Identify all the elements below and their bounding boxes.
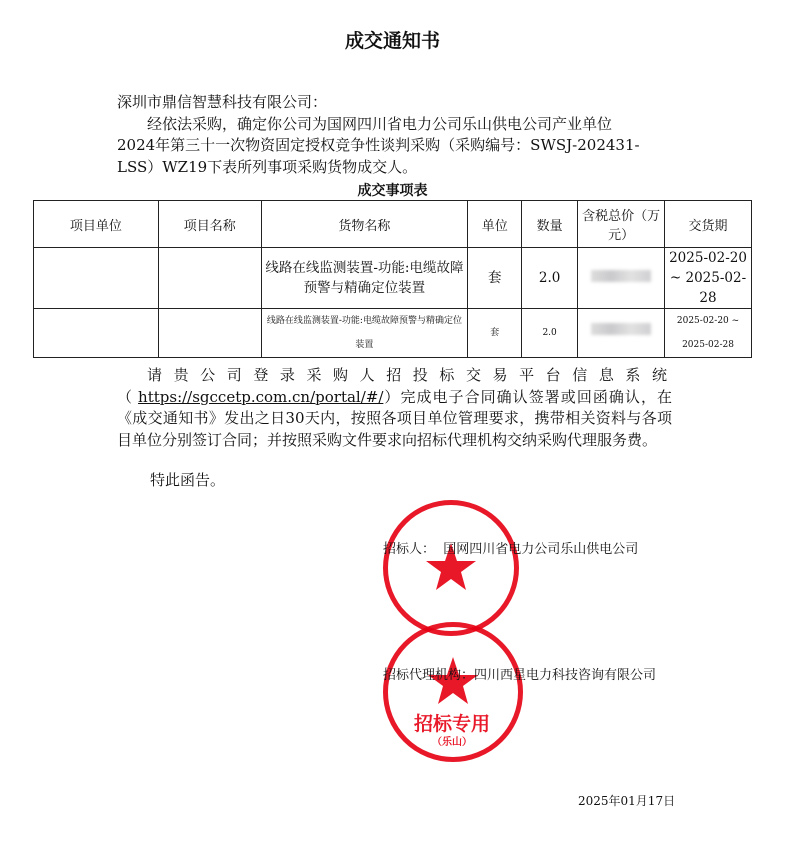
- document-title: 成交通知书: [344, 30, 440, 52]
- cell-delivery: 2025-02-20 ~ 2025-02-28: [665, 248, 752, 309]
- col-header: 货物名称: [261, 201, 468, 248]
- issue-date: 2025年01月17日: [578, 794, 676, 808]
- cell-unit-org: [34, 309, 159, 358]
- seal-center-text: 招标专用: [414, 713, 491, 735]
- agency-name: 四川西星电力科技咨询有限公司: [474, 668, 657, 683]
- redacted-price: [591, 323, 651, 335]
- intro-line: 2024年第三十一次物资固定授权竞争性谈判采购（采购编号：SWSJ-202431-: [117, 136, 640, 154]
- instruction-paragraph: [117, 365, 672, 451]
- cell-qty: 2.0: [522, 309, 578, 358]
- cell-qty: 2.0: [522, 248, 578, 309]
- cell-project: [158, 309, 261, 358]
- table-title: 成交事项表: [357, 183, 428, 199]
- table-row: [34, 309, 752, 358]
- recipient: 深圳市鼎信智慧科技有限公司：: [117, 93, 328, 111]
- closing-text: 特此函告。: [150, 471, 226, 489]
- agency-line: [383, 664, 656, 683]
- col-header: 交货期: [665, 201, 752, 248]
- cell-delivery: 2025-02-20 ~ 2025-02-28: [665, 309, 752, 358]
- seal-sub-text: （乐山）: [432, 737, 472, 748]
- cell-goods: 线路在线监测装置-功能:电缆故障预警与精确定位装置: [261, 248, 468, 309]
- tenderer-line: [383, 538, 638, 557]
- cell-unit: 套: [468, 309, 522, 358]
- tenderer-seal: [383, 500, 519, 636]
- tenderer-label: 招标人：: [383, 542, 436, 557]
- redacted-price: [591, 270, 651, 282]
- cell-project: [158, 248, 261, 309]
- col-header: 单位: [468, 201, 522, 248]
- transaction-table: [33, 200, 752, 358]
- cell-goods: 线路在线监测装置-功能:电缆故障预警与精确定位装置: [261, 309, 468, 358]
- table-row: [34, 248, 752, 309]
- intro-line: LSS）WZ19下表所列事项采购货物成交人。: [117, 157, 418, 176]
- cell-unit-org: [34, 248, 159, 309]
- cell-price: [578, 309, 665, 358]
- tenderer-name: 国网四川省电力公司乐山供电公司: [443, 542, 639, 557]
- agency-seal: [383, 622, 523, 762]
- intro-paragraph: [117, 92, 677, 178]
- col-header: 含税总价（万元）: [578, 201, 665, 248]
- col-header: 项目名称: [158, 201, 261, 248]
- col-header: 项目单位: [34, 201, 159, 248]
- cell-price: [578, 248, 665, 309]
- table-header-row: [34, 201, 752, 248]
- intro-line: 经依法采购，确定你公司为国网四川省电力公司乐山供电公司产业单位: [147, 114, 613, 133]
- cell-unit: 套: [468, 248, 522, 309]
- para2-prefix: 请贵公司登录采购人招投标交易平台信息系统（: [117, 366, 672, 406]
- col-header: 数量: [522, 201, 578, 248]
- agency-label: 招标代理机构：: [383, 668, 475, 683]
- para2-suffix: ）完成电子合同确认签署或回函确认，在《成交通知书》发出之日30天内，按照各项目单位管理要求，携带相关资料与各项目单位分别签订合同；并按照采购文件要求向招标代理机构交纳采购代理服务费。: [117, 387, 672, 449]
- portal-link[interactable]: https://sgccetp.com.cn/portal/#/: [138, 387, 384, 406]
